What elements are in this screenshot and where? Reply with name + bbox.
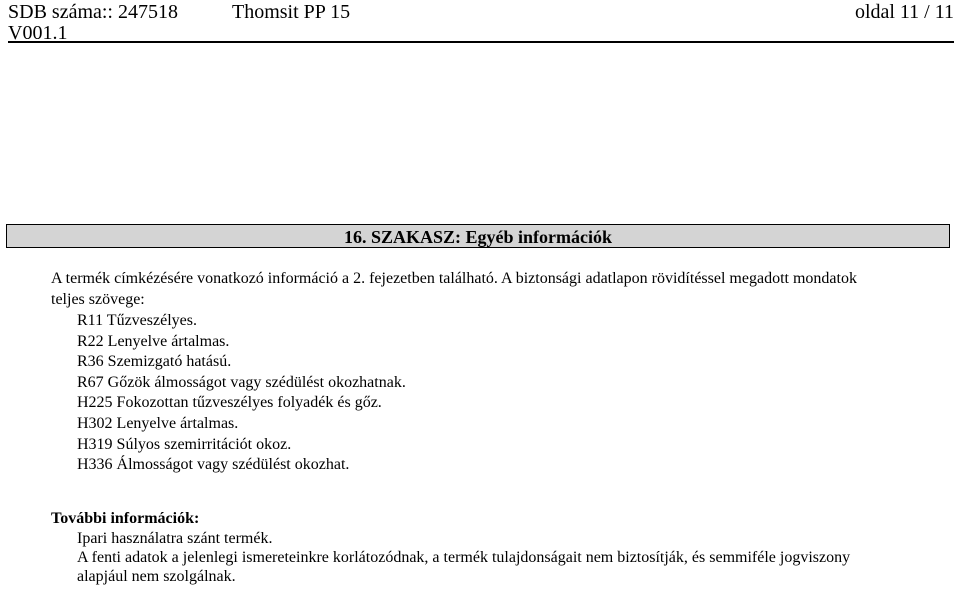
hazard-phrase: R67 Gőzök álmosságot vagy szédülést okozhatnak. bbox=[77, 373, 406, 391]
hazard-phrase: R11 Tűzveszélyes. bbox=[77, 312, 197, 329]
more-info-line-2: A fenti adatok a jelenlegi ismereteinkre korlátozódnak, a termék tulajdonságait nem biztosítják, és semmiféle jogviszony bbox=[77, 549, 851, 566]
hazard-phrase-list bbox=[77, 311, 406, 476]
page-header bbox=[8, 0, 954, 44]
header-divider bbox=[8, 41, 954, 43]
hazard-phrase: H319 Súlyos szemirritációt okoz. bbox=[77, 435, 292, 453]
section-heading-bar bbox=[6, 224, 950, 248]
product-name: Thomsit PP 15 bbox=[232, 1, 351, 23]
more-info-line-1: Ipari használatra szánt termék. bbox=[77, 530, 273, 547]
section-title: 16. SZAKASZ: Egyéb információk bbox=[343, 227, 613, 247]
sdb-number: SDB száma:: 247518 bbox=[8, 1, 178, 23]
hazard-phrase: R36 Szemizgató hatású. bbox=[77, 353, 232, 371]
hazard-phrase: H302 Lenyelve ártalmas. bbox=[77, 414, 239, 432]
hazard-phrase: R22 Lenyelve ártalmas. bbox=[77, 332, 230, 350]
intro-text-line-2: teljes szövege: bbox=[51, 291, 145, 308]
hazard-phrase: H336 Álmosságot vagy szédülést okozhat. bbox=[77, 456, 350, 474]
intro-text-line-1: A termék címkézésére vonatkozó információ a 2. fejezetben található. A biztonsági adatlapon rövidítéssel megadott mondatok bbox=[51, 270, 857, 287]
more-info-heading: További információk: bbox=[51, 510, 200, 527]
hazard-phrase: H225 Fokozottan tűzveszélyes folyadék és gőz. bbox=[77, 394, 382, 412]
more-info-line-3: alapjául nem szolgálnak. bbox=[77, 568, 236, 585]
version-label: V001.1 bbox=[8, 22, 68, 44]
page-number: oldal 11 / 11 bbox=[854, 1, 954, 23]
